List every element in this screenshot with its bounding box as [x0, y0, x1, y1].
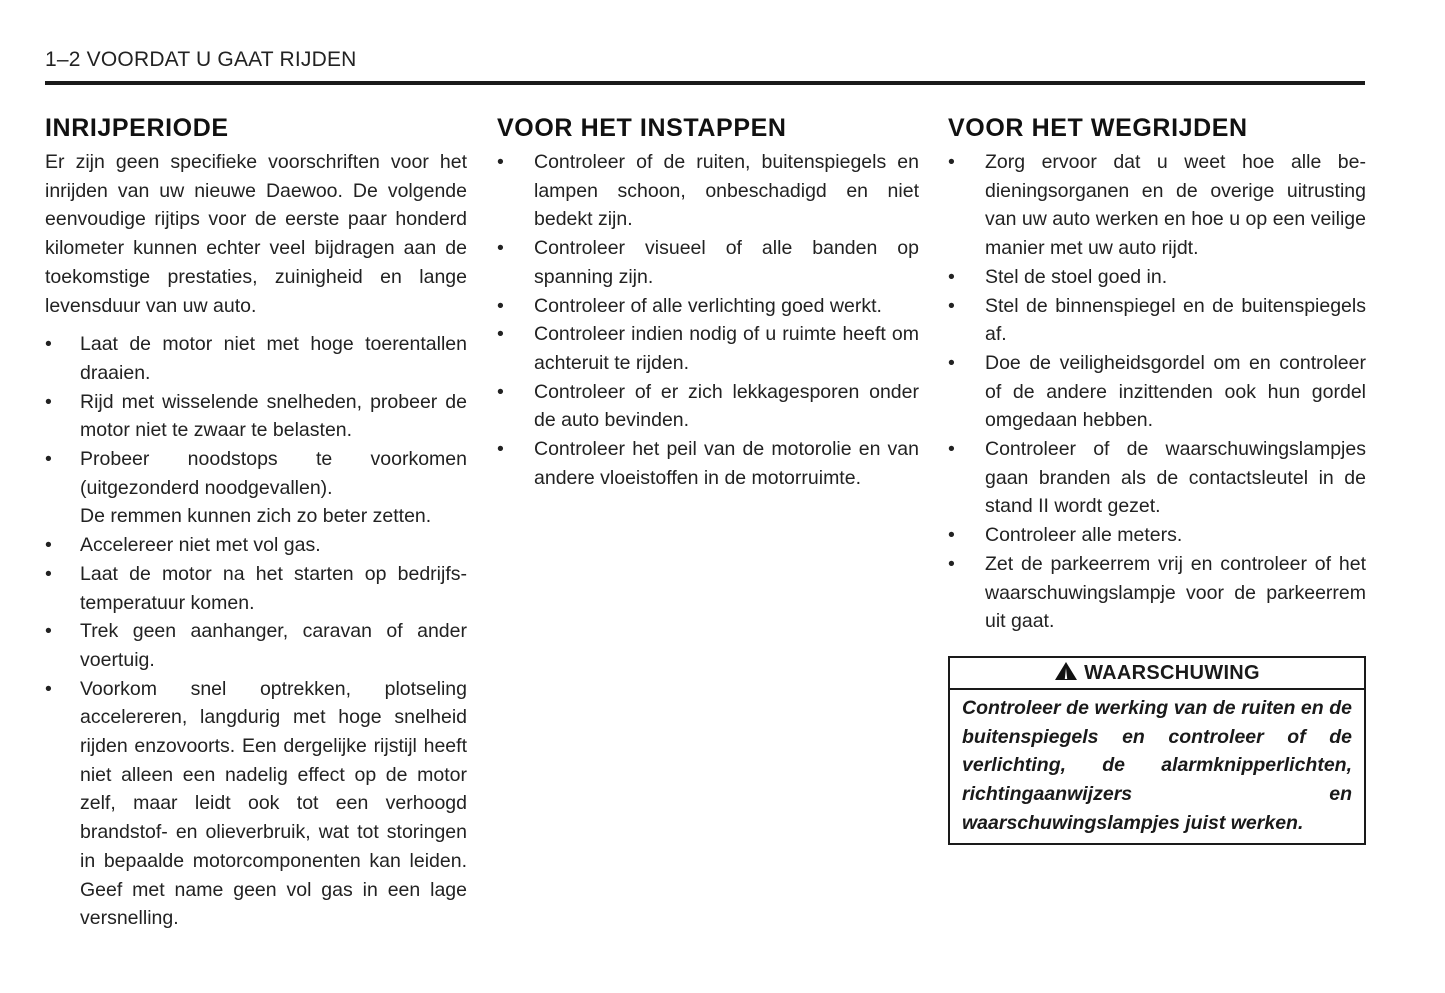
list-item	[948, 435, 1366, 521]
list-item-text: Controleer het peil van de motorolie en van andere vloeistoffen in de motorruimte.	[534, 438, 919, 489]
list-item-text: Trek geen aanhanger, caravan of ander voertuig.	[80, 620, 467, 671]
warning-box	[948, 656, 1366, 846]
section-heading: VOOR HET WEGRIJDEN	[948, 114, 1248, 142]
list-item-note: De remmen kunnen zich zo beter zetten.	[80, 505, 432, 528]
section-inrijperiode	[45, 112, 467, 933]
list-item	[45, 388, 467, 445]
section-heading: VOOR HET INSTAPPEN	[497, 114, 787, 142]
bullet-icon: •	[497, 294, 504, 317]
bullet-icon: •	[45, 390, 52, 413]
header-rule	[45, 81, 1365, 85]
list-item	[948, 148, 1366, 263]
bullet-icon: •	[45, 677, 52, 700]
list-item	[45, 560, 467, 617]
list-item-text: Controleer visueel of alle banden op spanning zijn.	[534, 237, 919, 288]
list-item	[948, 263, 1366, 292]
bullet-icon: •	[948, 265, 955, 288]
list-item	[497, 234, 919, 291]
list-item	[948, 521, 1366, 550]
list-item-text: Controleer indien nodig of u ruimte heeft om achteruit te rijden.	[534, 323, 919, 374]
list-item	[497, 378, 919, 435]
bullet-icon: •	[948, 552, 955, 575]
section-voor-het-instappen	[497, 112, 919, 492]
bullet-icon: •	[45, 448, 52, 471]
bullet-icon: •	[948, 438, 955, 461]
warning-triangle-icon	[1054, 660, 1078, 690]
list-item-text: Zet de parkeerrem vrij en controleer of het waarschuwingslampje voor de parkeerrem uit gaat.	[985, 552, 1366, 633]
bullet-icon: •	[497, 151, 504, 173]
list-item-text: Controleer of de ruiten, buitenspiegels en lampen schoon, onbeschadigd en niet bedekt zijn.	[534, 151, 919, 231]
bullet-icon: •	[948, 294, 955, 317]
bullet-list	[497, 148, 919, 492]
list-item	[45, 445, 467, 531]
list-item-text: Probeer noodstops te voorkomen (uitgezonderd noodgevallen).	[80, 448, 467, 499]
warning-body: Controleer de werking van de ruiten en de buitenspiegels en controleer of de verlichting, de alarmknipperlichten, richtingaanwijzers en waarschuwingslampjes juist werken.	[962, 696, 1352, 834]
list-item	[497, 320, 919, 377]
list-item-text: Voorkom snel optrekken, plotseling accelereren, langdurig met hoge snelheid rijden enzovoorts. Een dergelijke rijstijl heeft niet alleen een nadelig effect op de motor zelf, maar leidt ook tot een verhoogd brandstof- en olieverbruik, wat tot storingen in bepaalde motorcomponenten kan leiden. Geef met name geen vol gas in een lage versnelling.	[80, 677, 467, 930]
list-item	[948, 550, 1366, 636]
list-item-text: Stel de stoel goed in.	[985, 265, 1168, 288]
bullet-icon: •	[497, 323, 504, 346]
list-item-text: Accelereer niet met vol gas.	[80, 534, 321, 557]
list-item-text: Controleer of er zich lekkagesporen onder de auto bevinden.	[534, 380, 919, 432]
list-item-text: Doe de veiligheidsgordel om en controleer of de andere inzittenden ook hun gordel omgedaan hebben.	[985, 351, 1366, 432]
bullet-icon: •	[45, 333, 52, 356]
running-head: 1–2 VOORDAT U GAAT RIJDEN	[45, 48, 357, 71]
list-item-text: Controleer of alle verlichting goed werkt.	[534, 294, 882, 317]
bullet-icon: •	[497, 380, 504, 403]
list-item-text: Zorg ervoor dat u weet hoe alle bedieningsorganen en de overige uitrusting van uw auto werken en hoe u op een veilige manier met uw auto rijdt.	[985, 151, 1366, 260]
section-voor-het-wegrijden	[948, 112, 1366, 845]
section-heading: INRIJPERIODE	[45, 114, 229, 142]
list-item-text: Laat de motor na het starten op bedrijfstemperatuur komen.	[80, 562, 467, 614]
list-item	[45, 531, 467, 560]
bullet-list	[948, 148, 1366, 636]
intro-paragraph: Er zijn geen specifieke voorschriften voor het inrijden van uw nieuwe Daewoo. De volgende eenvoudige rijtips voor de eerste paar honderd kilometer kunnen echter veel bijdragen aan de toekomstige prestaties, zuinigheid en lange levensduur van uw auto.	[45, 151, 467, 317]
list-item	[948, 349, 1366, 435]
bullet-icon: •	[45, 562, 52, 585]
warning-title-text: WAARSCHUWING	[1084, 661, 1260, 684]
list-item	[948, 292, 1366, 349]
list-item-text: Controleer alle meters.	[985, 524, 1183, 547]
list-item	[45, 617, 467, 674]
bullet-icon: •	[497, 438, 504, 461]
list-item	[45, 675, 467, 933]
list-item	[497, 435, 919, 492]
list-item-text: Rijd met wisselende snelheden, probeer de motor niet te zwaar te belasten.	[80, 390, 467, 442]
bullet-icon: •	[45, 534, 52, 557]
warning-title	[950, 658, 1364, 690]
bullet-icon: •	[948, 151, 955, 173]
list-item	[45, 330, 467, 387]
bullet-icon: •	[45, 620, 52, 643]
bullet-icon: •	[948, 524, 955, 547]
list-item	[497, 148, 919, 234]
bullet-icon: •	[497, 237, 504, 260]
list-item-text: Laat de motor niet met hoge toerentallen draaien.	[80, 333, 467, 384]
bullet-list	[45, 330, 467, 933]
list-item-text: Stel de binnenspiegel en de buitenspiegels af.	[985, 294, 1366, 346]
list-item-text: Controleer of de waarschuwingslampjes gaan branden als de contactsleutel in de stand II wordt gezet.	[985, 438, 1366, 518]
bullet-icon: •	[948, 351, 955, 374]
list-item	[497, 292, 919, 321]
